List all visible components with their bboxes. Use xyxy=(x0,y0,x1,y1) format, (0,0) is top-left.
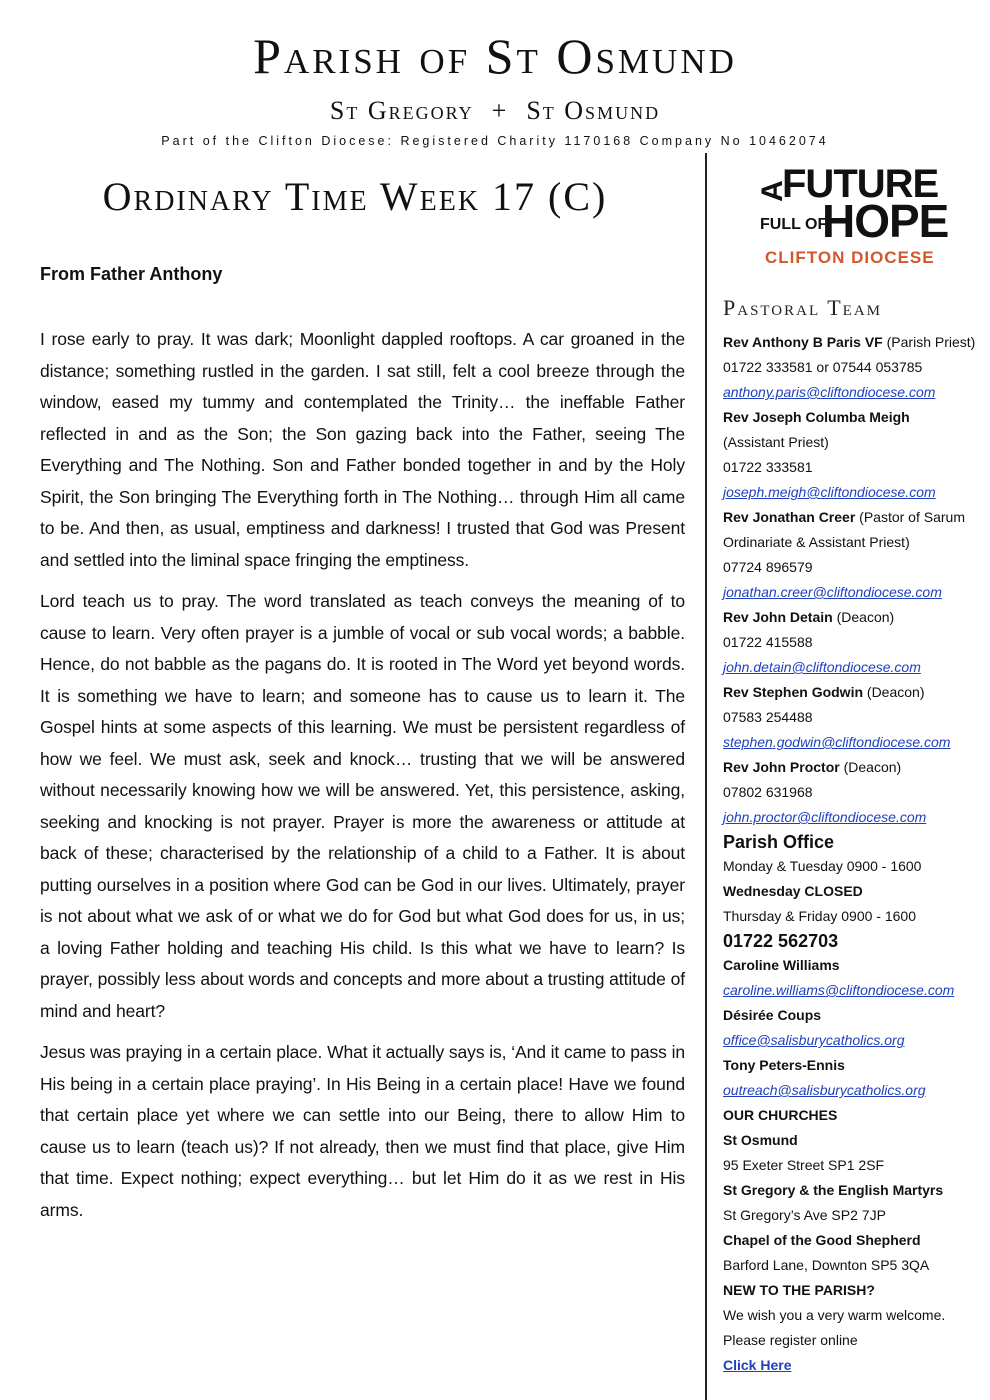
member-role: (Assistant Priest) xyxy=(723,434,829,450)
new-to-parish-title xyxy=(723,1278,985,1303)
contact-name xyxy=(723,953,985,978)
paragraph: Jesus was praying in a certain place. What it actually says is, ‘And it came to pass in His being in a certain place praying’. In His Being in a certain place! Have we found that certain place yet where we can settle into our Being, there to allow Him to cause us to learn (teach us)? If not already, then we must find that place, give Him that time. Expect nothing; expect everything… but let Him do it as we rest in His arms. xyxy=(40,1042,685,1220)
member-phone: 07583 254488 xyxy=(723,709,813,725)
team-member xyxy=(723,755,985,780)
contact-name-text: Caroline Williams xyxy=(723,957,840,973)
column-divider xyxy=(705,153,707,1400)
church-names xyxy=(0,96,990,126)
contact-name-text: Tony Peters-Ennis xyxy=(723,1057,845,1073)
church-name-text: St Gregory & the English Martyrs xyxy=(723,1182,944,1198)
future-full-of-hope-logo xyxy=(755,160,950,270)
member-phone: 07724 896579 xyxy=(723,559,813,575)
masthead xyxy=(0,30,990,148)
contact-name xyxy=(723,1053,985,1078)
church-name xyxy=(723,1128,985,1153)
church-name-st-osmund: St Osmund xyxy=(526,96,661,125)
logo-future: FUTURE xyxy=(782,162,939,206)
team-member xyxy=(723,680,985,705)
member-email-link[interactable]: john.proctor@cliftondiocese.com xyxy=(723,809,927,825)
member-phone: 07802 631968 xyxy=(723,784,813,800)
church-name-text: St Osmund xyxy=(723,1132,798,1148)
office-closed xyxy=(723,879,985,904)
member-name: Rev John Detain xyxy=(723,609,833,625)
member-email-link[interactable]: anthony.paris@cliftondiocese.com xyxy=(723,384,936,400)
member-name: Rev Joseph Columba Meigh xyxy=(723,409,910,425)
office-hours: Monday & Tuesday 0900 - 1600 xyxy=(723,858,922,874)
member-phone: 01722 415588 xyxy=(723,634,813,650)
contact-email-link[interactable]: office@salisburycatholics.org xyxy=(723,1032,905,1048)
team-member xyxy=(723,505,985,530)
logo-diocese: CLIFTON DIOCESE xyxy=(765,248,935,267)
paragraph: I rose early to pray. It was dark; Moonlight dappled rooftops. A car groaned in the distance; something rustled in the garden. I sat still, felt a cool breeze through the window, eased my tummy and contemplated the Trinity… the ineffable Father reflected in and as the Son; the Son gazing back into the Father, seeing The Everything and The Nothing. Son and Father bonded together in and by the Holy Spirit, the Son bringing The Everything forth in The Nothing… through Him all came to be. And then, as usual, emptiness and darkness! I trusted that God was Present and settled into the liminal space fringing the emptiness. xyxy=(40,329,685,570)
member-role: (Parish Priest) xyxy=(882,334,976,350)
churches-title-text: OUR CHURCHES xyxy=(723,1107,838,1123)
member-email-link[interactable]: john.detain@cliftondiocese.com xyxy=(723,659,921,675)
contact-email-link[interactable]: outreach@salisburycatholics.org xyxy=(723,1082,926,1098)
week-title: Ordinary Time Week 17 (C) xyxy=(102,174,608,219)
church-name-text: Chapel of the Good Shepherd xyxy=(723,1232,921,1248)
office-hours: Thursday & Friday 0900 - 1600 xyxy=(723,908,916,924)
member-role: (Deacon) xyxy=(832,609,895,625)
contact-email-link[interactable]: caroline.williams@cliftondiocese.com xyxy=(723,982,955,998)
member-email-link[interactable]: jonathan.creer@cliftondiocese.com xyxy=(723,584,942,600)
welcome-text: We wish you a very warm welcome. xyxy=(723,1307,946,1323)
team-member xyxy=(723,330,985,355)
member-role: (Pastor of Sarum xyxy=(855,509,965,525)
member-email-link[interactable]: stephen.godwin@cliftondiocese.com xyxy=(723,734,951,750)
member-email-link[interactable]: joseph.meigh@cliftondiocese.com xyxy=(723,484,936,500)
member-name: Rev John Proctor xyxy=(723,759,840,775)
church-address: St Gregory’s Ave SP2 7JP xyxy=(723,1207,886,1223)
letter-heading: From Father Anthony xyxy=(40,264,223,284)
parish-title: Parish of St Osmund xyxy=(253,28,737,84)
member-role: (Deacon) xyxy=(863,684,925,700)
member-phone: 01722 333581 xyxy=(723,459,813,475)
church-address: 95 Exeter Street SP1 2SF xyxy=(723,1157,885,1173)
church-name xyxy=(723,1178,985,1203)
team-member xyxy=(723,605,985,630)
member-role-continued: Ordinariate & Assistant Priest) xyxy=(723,534,910,550)
contact-name-text: Désirée Coups xyxy=(723,1007,822,1023)
logo-full-of: FULL OF xyxy=(760,216,828,233)
logo-hope: HOPE xyxy=(822,195,949,247)
office-closed-text: Wednesday CLOSED xyxy=(723,883,863,899)
member-phone: 01722 333581 or 07544 053785 xyxy=(723,359,923,375)
church-address: Barford Lane, Downton SP5 3QA xyxy=(723,1257,930,1273)
main-column xyxy=(40,262,685,1236)
click-here-link[interactable]: Click Here xyxy=(723,1357,792,1373)
member-role: (Deacon) xyxy=(839,759,902,775)
sidebar xyxy=(723,160,985,1378)
member-name: Rev Jonathan Creer xyxy=(723,509,856,525)
charity-line: Part of the Clifton Diocese: Registered Charity 1170168 Company No 10462074 xyxy=(161,134,829,148)
team-member xyxy=(723,405,985,430)
pastoral-team-title: Pastoral Team xyxy=(723,295,883,320)
contact-name xyxy=(723,1003,985,1028)
office-phone: 01722 562703 xyxy=(723,931,839,951)
church-name xyxy=(723,1228,985,1253)
plus-separator: + xyxy=(491,96,509,125)
member-name: Rev Stephen Godwin xyxy=(723,684,864,700)
member-name: Rev Anthony B Paris VF xyxy=(723,334,883,350)
new-to-parish-text: NEW TO THE PARISH? xyxy=(723,1282,875,1298)
logo-a: A xyxy=(755,180,789,202)
parish-office-title: Parish Office xyxy=(723,832,835,852)
churches-title xyxy=(723,1103,985,1128)
register-text: Please register online xyxy=(723,1332,858,1348)
church-name-st-gregory: St Gregory xyxy=(329,96,474,125)
paragraph: Lord teach us to pray. The word translated as teach conveys the meaning of to cause to learn. Very often prayer is a jumble of vocal or sub vocal words; a babble. Hence, do not babble as the pagans do. It is rooted in The Word yet beyond words. It is something we have to learn; and someone has to cause us to learn it. The Gospel hints at some aspects of this learning. We must be persistent regardless of how we feel. We must ask, seek and knock… trusting that we will be answered without necessarily knowing how we will be answered. Yet, this persistence, asking, seeking and knocking is not prayer. Prayer is more the awareness or attitude at back of these; characterised by the relationship of a child to a Father. It is about putting ourselves in a position where God can be God in our lives. Ultimately, prayer is not about what we ask of or what we do for God but what God does for us, in us; a loving Father holding and teaching His child. Is this what we have to learn? Is prayer, possibly less about words and concepts and more about a trusting attitude of mind and heart? xyxy=(40,591,685,1021)
